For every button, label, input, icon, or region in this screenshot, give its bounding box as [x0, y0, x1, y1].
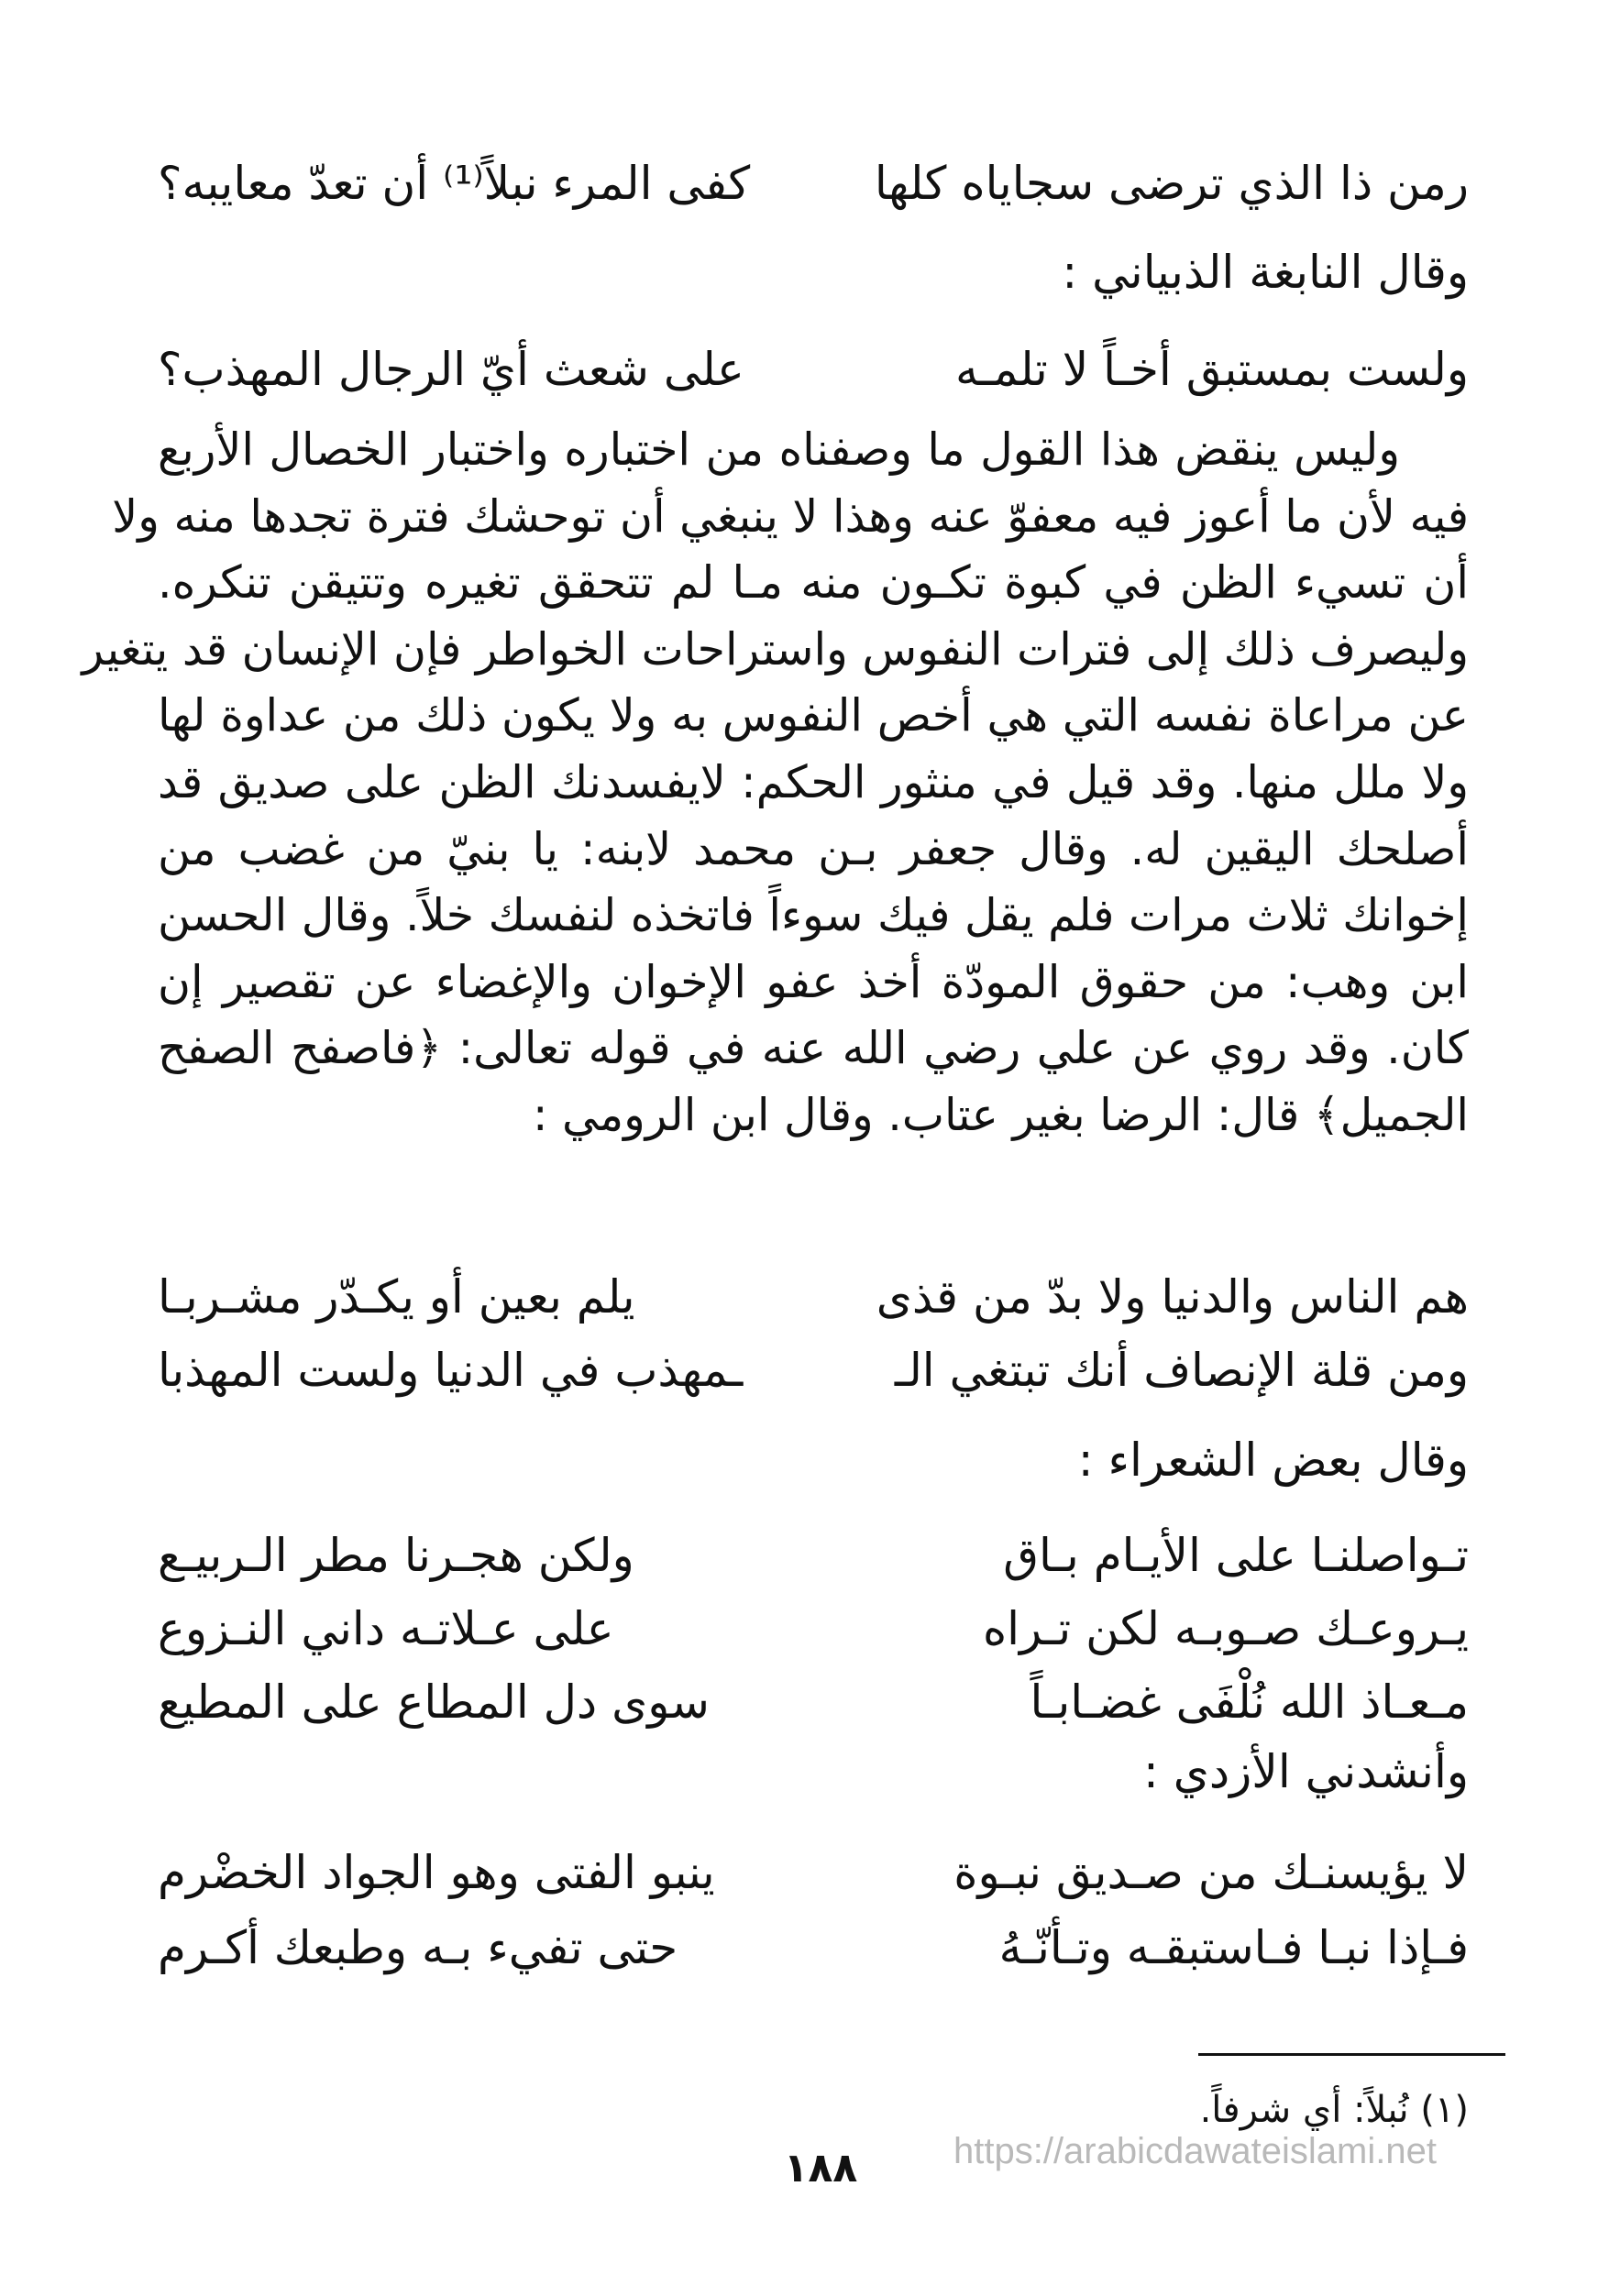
prose-line: أصلحك اليقين له. وقال جعفر بـن محمد لابنه: يا بنيّ من غضب من	[158, 822, 1469, 875]
verse-hemistich-second: على شعث أيّ الرجال المهذب؟	[158, 343, 744, 396]
verse-hemistich-second: كفى المرء نبلاً⁽¹⁾ أن تعدّ معايبه؟	[158, 157, 751, 210]
verse-line	[158, 1916, 1469, 1980]
poem-intro: وأنشدني الأزدي :	[1143, 1745, 1469, 1798]
verse-hemistich-first: تـواصلنـا على الأيـام بـاق	[1003, 1529, 1469, 1582]
verse-line	[158, 1265, 1469, 1329]
verse-line	[158, 1338, 1469, 1402]
verse-hemistich-first: رمن ذا الذي ترضى سجاياه كلها	[874, 157, 1469, 210]
verse-hemistich-first: يـروعـك صـوبـه لكن تـراه	[982, 1602, 1469, 1655]
watermark-url: https://arabicdawateislami.net	[953, 2131, 1437, 2171]
footnote-divider	[1198, 2053, 1505, 2056]
prose-line: فيه لأن ما أعوز فيه معفوّ عنه وهذا لا ينبغي أن توحشك فترة تجدها منه ولا	[112, 489, 1469, 543]
prose-line: إخوانك ثلاث مرات فلم يقل فيك سوءاً فاتخذه لنفسك خلاً. وقال الحسن	[158, 889, 1469, 942]
verse-hemistich-second: يلم بعين أو يكـدّر مشـربـا	[158, 1270, 635, 1324]
verse-hemistich-second: حتى تفيء بـه وطبعك أكـرم	[158, 1921, 678, 1974]
poem-intro: وقال النابغة الذبياني :	[1062, 246, 1469, 299]
prose-line: وليس ينقض هذا القول ما وصفناه من اختباره واختبار الخصال الأربع	[158, 423, 1400, 476]
verse-hemistich-second: ينبو الفتى وهو الجواد الخضْرم	[158, 1846, 715, 1899]
verse-line	[158, 151, 1469, 215]
verse-line	[158, 1840, 1469, 1905]
verse-hemistich-second: على عـلاتـه داني النـزوع	[158, 1602, 614, 1655]
prose-line: ابن وهب: من حقوق المودّة أخذ عفو الإخوان والإغضاء عن تقصير إن	[158, 955, 1469, 1008]
verse-hemistich-second: ولكن هجـرنا مطر الـربيـع	[158, 1529, 634, 1582]
verse-line	[158, 337, 1469, 401]
prose-line: الجميل﴾ قال: الرضا بغير عتاب. وقال ابن الرومي :	[532, 1088, 1469, 1141]
verse-hemistich-first: هم الناس والدنيا ولا بدّ من قذى	[876, 1270, 1469, 1324]
verse-line	[158, 1523, 1469, 1587]
verse-hemistich-first: ومن قلة الإنصاف أنك تبتغي الـ	[894, 1344, 1469, 1397]
prose-line: كان. وقد روي عن علي رضي الله عنه في قوله تعالى: ﴿فاصفح الصفح	[158, 1022, 1469, 1075]
verse-hemistich-first: فـإذا نبـا فـاستبقـه وتـأنّـهُ	[998, 1921, 1469, 1974]
prose-line: عن مراعاة نفسه التي هي أخص النفوس به ولا يكون ذلك من عداوة لها	[158, 689, 1469, 742]
page-number: ١٨٨	[783, 2145, 858, 2192]
verse-line	[158, 1670, 1469, 1734]
prose-line: ولا ملل منها. وقد قيل في منثور الحكم: لايفسدنك الظن على صديق قد	[158, 755, 1469, 808]
verse-hemistich-first: ولست بمستبق أخـاً لا تلمـه	[955, 343, 1469, 396]
verse-hemistich-second: ـمهذب في الدنيا ولست المهذبا	[158, 1344, 744, 1397]
prose-line: وليصرف ذلك إلى فترات النفوس واستراحات الخواطر فإن الإنسان قد يتغير	[82, 622, 1469, 676]
prose-paragraph	[82, 417, 1469, 1149]
verse-hemistich-first: لا يؤيسنـك من صـديق نبـوة	[953, 1846, 1469, 1899]
verse-hemistich-second: سوى دل المطاع على المطيع	[158, 1675, 710, 1729]
verse-line	[158, 1597, 1469, 1661]
poem-intro: وقال بعض الشعراء :	[1077, 1434, 1469, 1487]
footnote: (١) نُبلاً: أي شرفاً.	[1199, 2089, 1469, 2131]
prose-line: أن تسيء الظن في كبوة تكـون منه مـا لم تتحقق تغيره وتتيقن تنكره.	[158, 556, 1469, 610]
verse-hemistich-first: مـعـاذ الله نُلْفَى غضـابـاً	[1030, 1675, 1469, 1729]
